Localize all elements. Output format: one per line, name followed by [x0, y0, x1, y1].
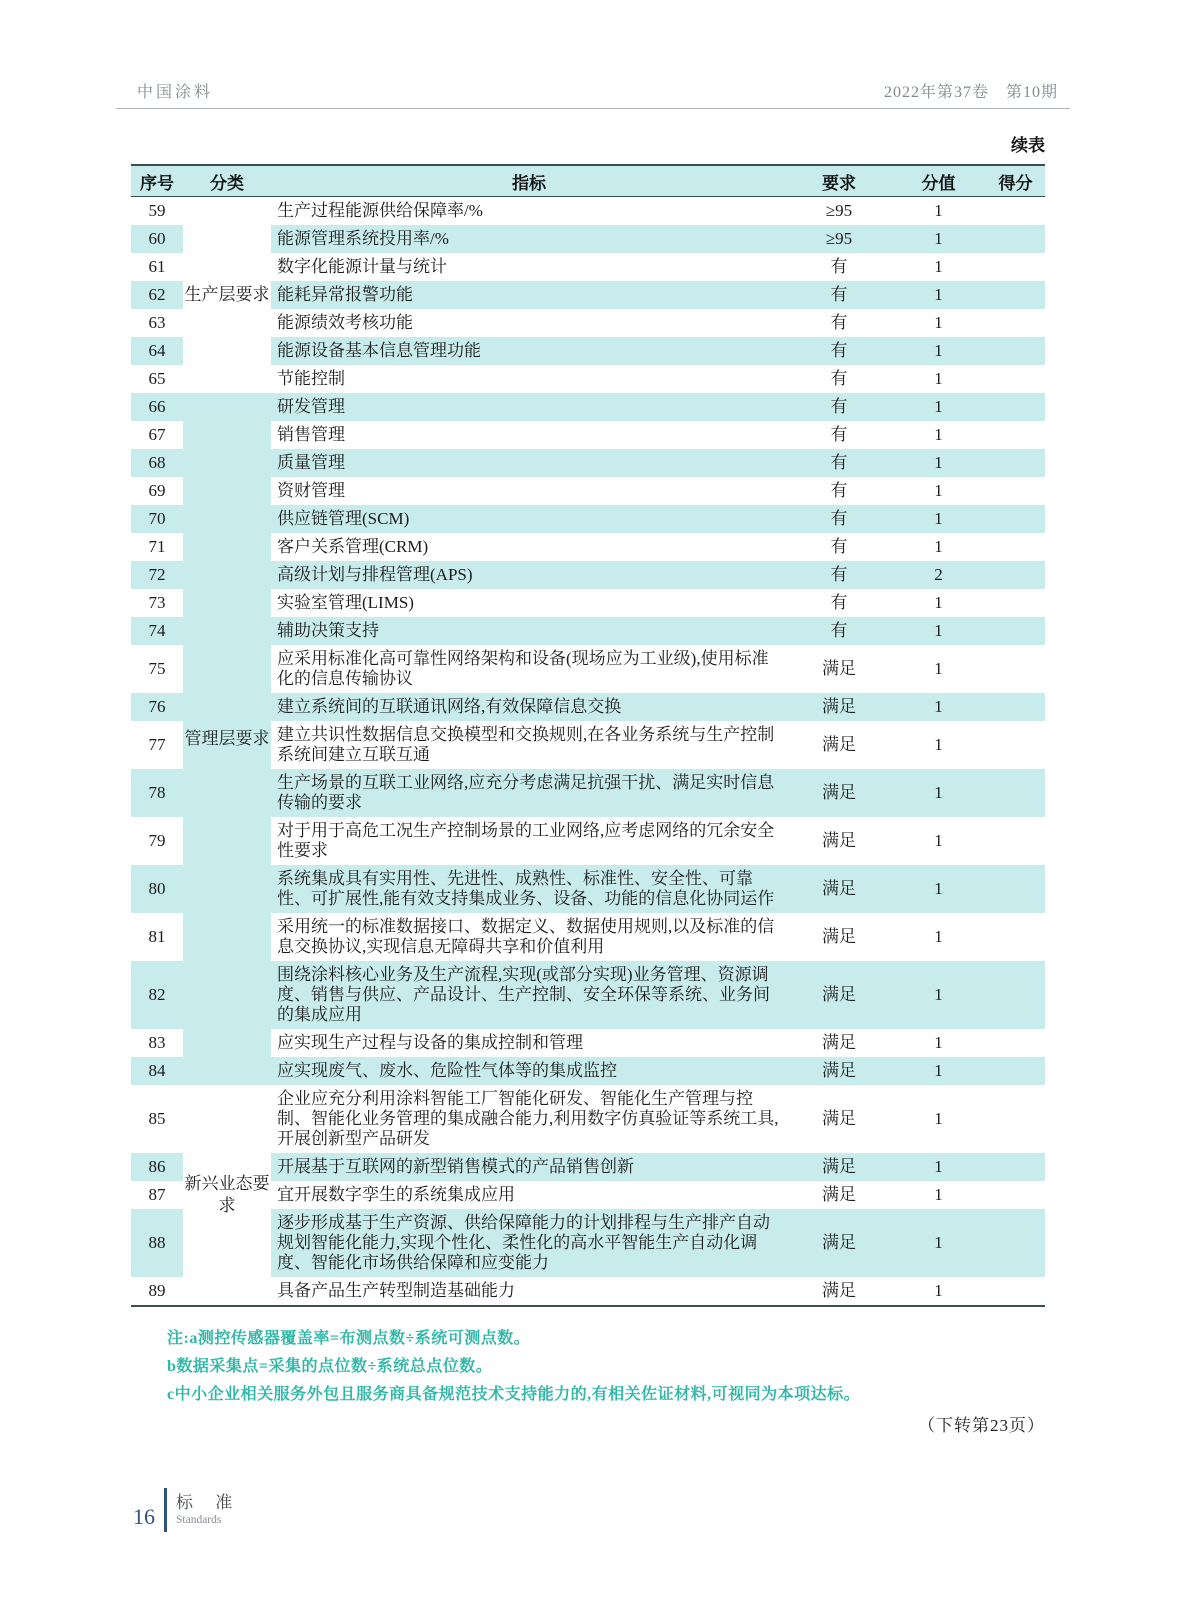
earned-cell: [986, 1085, 1045, 1153]
row-number-cell: 81: [148, 927, 166, 946]
table-row: [131, 197, 1045, 226]
indicator-cell: 具备产品生产转型制造基础能力: [277, 1281, 515, 1300]
requirement-cell: 有: [830, 369, 848, 388]
score-cell: 1: [934, 481, 943, 500]
score-cell: 1: [934, 735, 943, 754]
score-cell: 1: [934, 659, 943, 678]
row-number-cell: 78: [131, 769, 183, 817]
row-number-cell: 70: [131, 505, 183, 533]
footer-section-title: 标 准: [176, 1492, 242, 1512]
col-header-earned: 得分: [986, 165, 1045, 197]
indicator-cell: 系统集成具有实用性、先进性、成熟性、标准性、安全性、可靠性、可扩展性,能有效支持集成业务、设备、功能的信息化协同运作: [271, 865, 787, 913]
col-header-score: 分值: [891, 165, 986, 197]
indicator-cell: 建立共识性数据信息交换模型和交换规则,在各业务系统与生产控制系统间建立互联互通: [277, 725, 775, 764]
col-header-requirement: 要求: [787, 165, 891, 197]
table-row: [131, 1085, 1045, 1153]
indicator-cell: 销售管理: [277, 425, 345, 444]
row-number-cell: 86: [131, 1153, 183, 1181]
earned-cell: [986, 1153, 1045, 1181]
row-number-cell: 82: [131, 961, 183, 1029]
row-number-cell: 73: [148, 593, 166, 612]
indicator-cell: 能源设备基本信息管理功能: [271, 337, 787, 365]
score-cell: 1: [934, 369, 943, 388]
table-body: [131, 197, 1045, 1307]
score-cell: 1: [891, 769, 986, 817]
earned-cell: [986, 589, 1045, 617]
score-cell: 1: [934, 927, 943, 946]
journal-title: 中国涂料: [137, 84, 214, 101]
requirement-cell: 满足: [822, 1033, 856, 1052]
earned-cell: [986, 449, 1045, 477]
col-header-category: 分类: [183, 165, 271, 197]
indicator-cell: 生产场景的互联工业网络,应充分考虑满足抗强干扰、满足实时信息传输的要求: [271, 769, 787, 817]
indicator-cell: 数字化能源计量与统计: [277, 257, 447, 276]
col-header-indicator: 指标: [271, 165, 787, 197]
requirement-cell: 满足: [787, 1057, 891, 1085]
row-number-cell: 87: [148, 1185, 166, 1204]
col-header-no: 序号: [131, 165, 183, 197]
earned-cell: [986, 309, 1045, 337]
indicator-cell: 围绕涂料核心业务及生产流程,实现(或部分实现)业务管理、资源调度、销售与供应、产品设计、生产控制、安全环保等系统、业务间的集成应用: [271, 961, 787, 1029]
indicator-cell: 企业应充分利用涂料智能工厂智能化研发、智能化生产管理与控制、智能化业务管理的集成融合能力,利用数字仿真验证等系统工具,开展创新型产品研发: [277, 1089, 779, 1148]
requirement-cell: 有: [787, 393, 891, 421]
requirement-cell: 满足: [822, 1281, 856, 1300]
footer-section-subtitle: Standards: [176, 1513, 222, 1526]
requirement-cell: 满足: [822, 1109, 856, 1128]
score-cell: 1: [891, 617, 986, 645]
score-cell: 1: [934, 1033, 943, 1052]
table-notes: [131, 1325, 1045, 1409]
score-cell: 1: [934, 425, 943, 444]
score-cell: 2: [891, 561, 986, 589]
score-cell: 1: [891, 505, 986, 533]
row-number-cell: 66: [131, 393, 183, 421]
earned-cell: [986, 225, 1045, 253]
requirement-cell: 有: [787, 505, 891, 533]
row-number-cell: 89: [148, 1281, 166, 1300]
earned-cell: [986, 721, 1045, 769]
score-cell: 1: [934, 257, 943, 276]
requirement-cell: 满足: [822, 1185, 856, 1204]
table-row: [131, 393, 1045, 421]
score-cell: 1: [934, 1109, 943, 1128]
earned-cell: [986, 561, 1045, 589]
requirement-cell: 有: [787, 617, 891, 645]
requirement-cell: 满足: [822, 831, 856, 850]
earned-cell: [986, 505, 1045, 533]
score-cell: 1: [891, 865, 986, 913]
requirement-cell: 有: [787, 561, 891, 589]
indicator-cell: 开展基于互联网的新型销售模式的产品销售创新: [271, 1153, 787, 1181]
indicator-cell: 对于用于高危工况生产控制场景的工业网络,应考虑网络的冗余安全性要求: [277, 821, 775, 860]
earned-cell: [986, 365, 1045, 393]
earned-cell: [986, 1029, 1045, 1057]
score-cell: 1: [934, 1281, 943, 1300]
score-cell: 1: [891, 225, 986, 253]
score-cell: 1: [891, 1057, 986, 1085]
earned-cell: [986, 197, 1045, 226]
score-cell: 1: [934, 831, 943, 850]
row-number-cell: 64: [131, 337, 183, 365]
note-line: b数据采集点=采集的点位数÷系统总点位数。: [167, 1358, 493, 1375]
requirement-cell: 有: [830, 425, 848, 444]
indicator-cell: 高级计划与排程管理(APS): [271, 561, 787, 589]
earned-cell: [986, 253, 1045, 281]
continued-table-label: 续表: [1011, 136, 1045, 155]
score-cell: 1: [934, 313, 943, 332]
score-cell: 1: [891, 337, 986, 365]
page-footer: [133, 1486, 241, 1534]
row-number-cell: 65: [148, 369, 166, 388]
row-number-cell: 69: [148, 481, 166, 500]
indicator-cell: 节能控制: [277, 369, 345, 388]
score-cell: 1: [891, 693, 986, 721]
score-cell: 1: [891, 281, 986, 309]
score-table: [131, 164, 1045, 1307]
requirement-cell: ≥95: [787, 225, 891, 253]
indicator-cell: 实验室管理(LIMS): [277, 593, 414, 612]
row-number-cell: 84: [131, 1057, 183, 1085]
indicator-cell: 辅助决策支持: [271, 617, 787, 645]
row-number-cell: 62: [131, 281, 183, 309]
turn-page-label: （下转第23页）: [918, 1416, 1045, 1435]
row-number-cell: 77: [148, 735, 166, 754]
indicator-cell: 供应链管理(SCM): [271, 505, 787, 533]
indicator-cell: 质量管理: [271, 449, 787, 477]
earned-cell: [986, 477, 1045, 505]
row-number-cell: 63: [148, 313, 166, 332]
earned-cell: [986, 817, 1045, 865]
requirement-cell: ≥95: [825, 201, 853, 220]
requirement-cell: 满足: [822, 927, 856, 946]
table-area: [131, 164, 1045, 1436]
row-number-cell: 75: [148, 659, 166, 678]
indicator-cell: 研发管理: [271, 393, 787, 421]
earned-cell: [986, 961, 1045, 1029]
category-cell: 生产层要求: [183, 197, 271, 394]
requirement-cell: 满足: [822, 659, 856, 678]
requirement-cell: 满足: [787, 865, 891, 913]
earned-cell: [986, 1181, 1045, 1209]
row-number-cell: 80: [131, 865, 183, 913]
requirement-cell: 有: [787, 449, 891, 477]
requirement-cell: 满足: [787, 769, 891, 817]
indicator-cell: 能源绩效考核功能: [277, 313, 413, 332]
requirement-cell: 满足: [787, 1153, 891, 1181]
footer-divider: [164, 1488, 167, 1532]
indicator-cell: 能耗异常报警功能: [271, 281, 787, 309]
indicator-cell: 应实现废气、废水、危险性气体等的集成监控: [271, 1057, 787, 1085]
indicator-cell: 采用统一的标准数据接口、数据定义、数据使用规则,以及标准的信息交换协议,实现信息无障碍共享和价值利用: [277, 917, 775, 956]
score-cell: 1: [891, 1209, 986, 1277]
indicator-cell: 客户关系管理(CRM): [277, 537, 429, 556]
score-cell: 1: [934, 537, 943, 556]
requirement-cell: 满足: [787, 1209, 891, 1277]
requirement-cell: 满足: [787, 961, 891, 1029]
row-number-cell: 85: [148, 1109, 166, 1128]
row-number-cell: 59: [148, 201, 166, 220]
earned-cell: [986, 1277, 1045, 1306]
score-cell: 1: [891, 961, 986, 1029]
score-cell: 1: [891, 449, 986, 477]
row-number-cell: 61: [148, 257, 166, 276]
earned-cell: [986, 393, 1045, 421]
issue-info: 2022年第37卷 第10期: [883, 84, 1058, 101]
score-cell: 1: [934, 201, 943, 220]
indicator-cell: 资财管理: [277, 481, 345, 500]
earned-cell: [986, 693, 1045, 721]
score-cell: 1: [891, 1153, 986, 1181]
earned-cell: [986, 421, 1045, 449]
indicator-cell: 能源管理系统投用率/%: [271, 225, 787, 253]
requirement-cell: 满足: [822, 735, 856, 754]
table-header-row: [131, 165, 1045, 197]
row-number-cell: 68: [131, 449, 183, 477]
row-number-cell: 83: [148, 1033, 166, 1052]
requirement-cell: 有: [787, 337, 891, 365]
indicator-cell: 建立系统间的互联通讯网络,有效保障信息交换: [271, 693, 787, 721]
score-cell: 1: [934, 1185, 943, 1204]
running-head: [116, 74, 1070, 109]
indicator-cell: 逐步形成基于生产资源、供给保障能力的计划排程与生产排产自动规划智能化能力,实现个性化、柔性化的高水平智能生产自动化调度、智能化市场供给保障和应变能力: [271, 1209, 787, 1277]
requirement-cell: 有: [787, 281, 891, 309]
requirement-cell: 有: [830, 313, 848, 332]
requirement-cell: 有: [830, 537, 848, 556]
earned-cell: [986, 617, 1045, 645]
score-cell: 1: [934, 593, 943, 612]
row-number-cell: 76: [131, 693, 183, 721]
earned-cell: [986, 533, 1045, 561]
indicator-cell: 应实现生产过程与设备的集成控制和管理: [277, 1033, 583, 1052]
row-number-cell: 67: [148, 425, 166, 444]
earned-cell: [986, 913, 1045, 961]
earned-cell: [986, 645, 1045, 693]
indicator-cell: 应采用标准化高可靠性网络架构和设备(现场应为工业级),使用标准化的信息传输协议: [277, 649, 769, 688]
requirement-cell: 有: [830, 481, 848, 500]
requirement-cell: 有: [830, 593, 848, 612]
requirement-cell: 满足: [787, 693, 891, 721]
row-number-cell: 72: [131, 561, 183, 589]
row-number-cell: 79: [148, 831, 166, 850]
note-line: c中小企业相关服务外包且服务商具备规范技术支持能力的,有相关佐证材料,可视同为本项达标。: [167, 1386, 861, 1403]
indicator-cell: 生产过程能源供给保障率/%: [277, 201, 483, 220]
indicator-cell: 宜开展数字孪生的系统集成应用: [277, 1185, 515, 1204]
category-cell: 管理层要求: [183, 393, 271, 1085]
earned-cell: [986, 1209, 1045, 1277]
earned-cell: [986, 281, 1045, 309]
requirement-cell: 有: [830, 257, 848, 276]
row-number-cell: 74: [131, 617, 183, 645]
row-number-cell: 60: [131, 225, 183, 253]
page-number: 16: [133, 1504, 155, 1529]
note-line: 注:a测控传感器覆盖率=布测点数÷系统可测点数。: [167, 1330, 531, 1347]
category-cell: 新兴业态要求: [183, 1085, 271, 1306]
earned-cell: [986, 769, 1045, 817]
score-cell: 1: [891, 393, 986, 421]
earned-cell: [986, 865, 1045, 913]
earned-cell: [986, 1057, 1045, 1085]
earned-cell: [986, 337, 1045, 365]
row-number-cell: 71: [148, 537, 166, 556]
row-number-cell: 88: [131, 1209, 183, 1277]
